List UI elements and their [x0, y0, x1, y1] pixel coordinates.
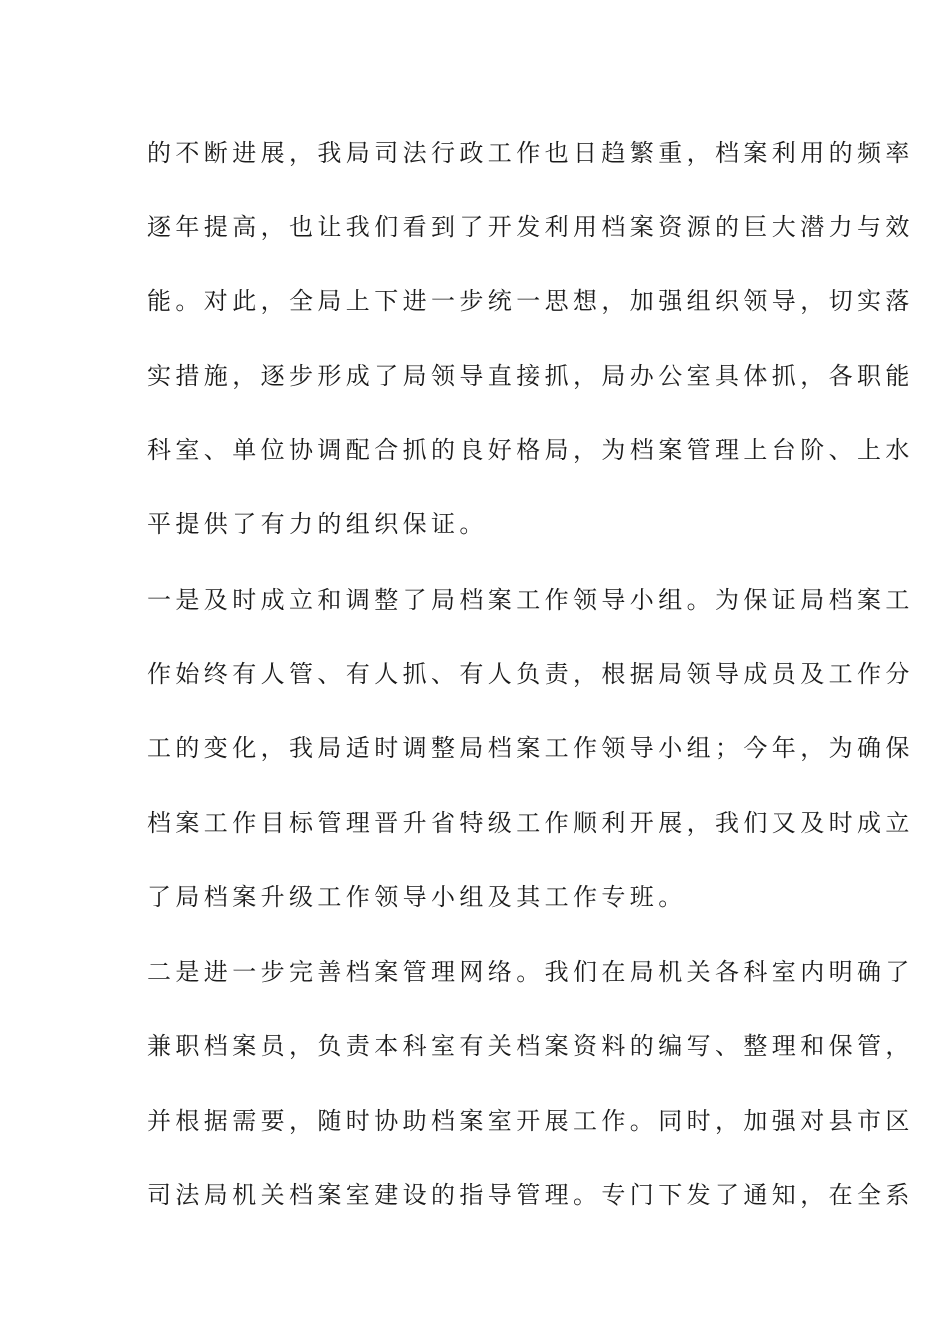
text-line: 并根据需要，随时协助档案室开展工作。同时，加强对县市区	[147, 1107, 914, 1135]
text-line: 档案工作目标管理晋升省特级工作顺利开展，我们又及时成立	[147, 809, 914, 837]
text-line: 逐年提高，也让我们看到了开发利用档案资源的巨大潜力与效	[147, 213, 914, 241]
text-line: 能。对此，全局上下进一步统一思想，加强组织领导，切实落	[147, 287, 914, 315]
text-line: 二是进一步完善档案管理网络。我们在局机关各科室内明确了	[147, 958, 914, 986]
text-line: 司法局机关档案室建设的指导管理。专门下发了通知，在全系	[147, 1181, 914, 1209]
text-line: 实措施，逐步形成了局领导直接抓，局办公室具体抓，各职能	[147, 362, 914, 390]
text-line: 作始终有人管、有人抓、有人负责，根据局领导成员及工作分	[147, 660, 914, 688]
text-line: 了局档案升级工作领导小组及其工作专班。	[147, 883, 687, 911]
text-line: 科室、单位协调配合抓的良好格局，为档案管理上台阶、上水	[147, 436, 914, 464]
text-line: 平提供了有力的组织保证。	[147, 510, 488, 538]
text-line: 兼职档案员，负责本科室有关档案资料的编写、整理和保管，	[147, 1032, 914, 1060]
text-line: 一是及时成立和调整了局档案工作领导小组。为保证局档案工	[147, 586, 914, 614]
text-line: 的不断进展，我局司法行政工作也日趋繁重，档案利用的频率	[147, 139, 914, 167]
text-line: 工的变化，我局适时调整局档案工作领导小组；今年，为确保	[147, 734, 914, 762]
